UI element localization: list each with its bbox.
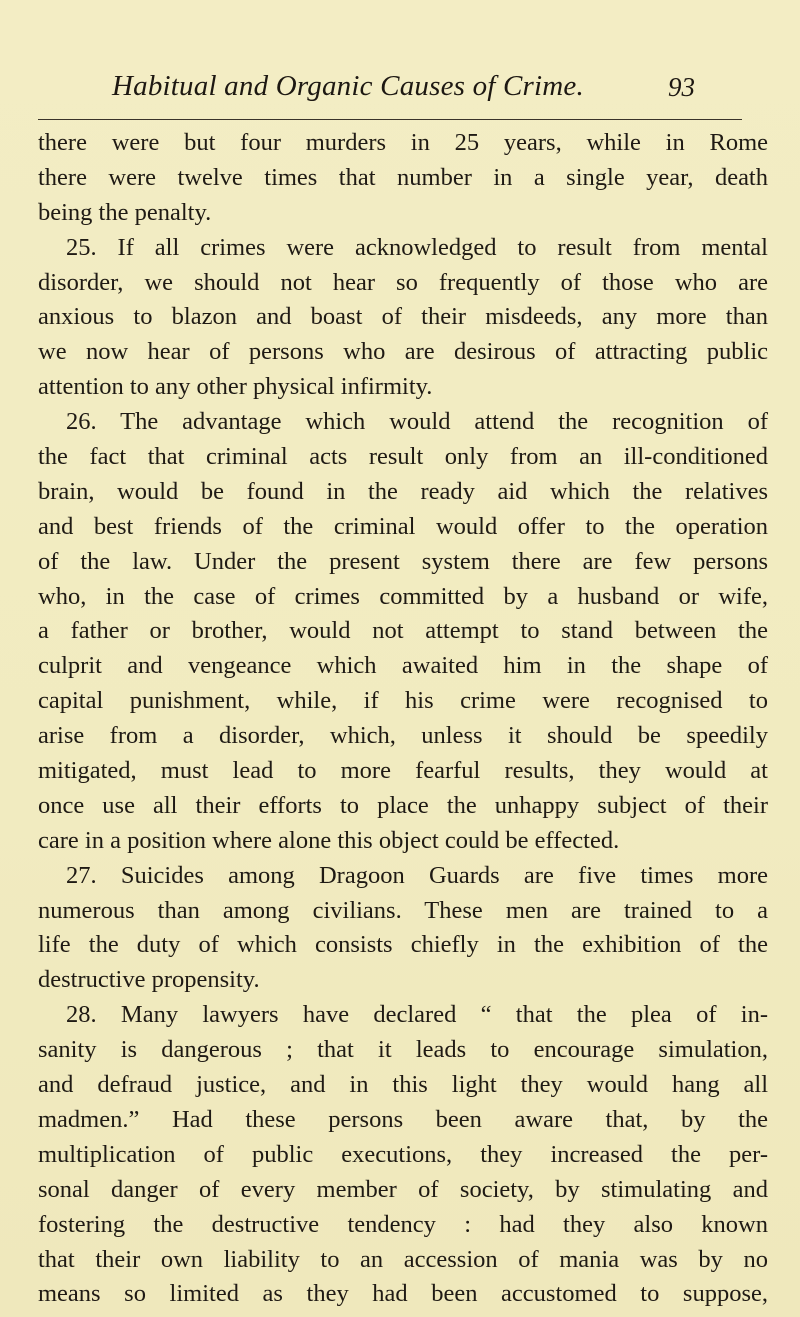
text-line: we now hear of persons who are desirous of attracting public xyxy=(38,338,768,366)
page-number: 93 xyxy=(668,72,695,102)
text-line: and best friends of the criminal would offer to the operation xyxy=(38,512,768,540)
text-line: that their own liability to an accession of mania was by no xyxy=(38,1245,768,1273)
text-line: numerous than among civilians. These men are trained to a xyxy=(38,896,768,924)
header-rule xyxy=(38,119,742,120)
text-line: 25. If all crimes were acknowledged to result from mental xyxy=(66,233,768,261)
text-line: mitigated, must lead to more fearful results, they would at xyxy=(38,757,768,785)
text-line: disorder, we should not hear so frequently of those who are xyxy=(38,268,768,296)
text-line: who, in the case of crimes committed by a husband or wife, xyxy=(38,582,768,610)
text-line: and defraud justice, and in this light they would hang all xyxy=(38,1071,768,1099)
text-line: 28. Many lawyers have declared “ that the plea of in- xyxy=(66,1001,768,1029)
text-line: madmen.” Had these persons been aware that, by the xyxy=(38,1105,768,1133)
text-line: sanity is dangerous ; that it leads to encourage simulation, xyxy=(38,1036,768,1064)
text-line: anxious to blazon and boast of their misdeeds, any more than xyxy=(38,303,768,331)
text-line: life the duty of which consists chiefly in the exhibition of the xyxy=(38,931,768,959)
text-line: 26. The advantage which would attend the recognition of xyxy=(66,408,768,436)
text-line: of the law. Under the present system there are few persons xyxy=(38,547,768,575)
text-line: there were twelve times that number in a single year, death xyxy=(38,163,768,191)
text-line: the fact that criminal acts result only from an ill-conditioned xyxy=(38,443,768,471)
text-line: multiplication of public executions, they increased the per- xyxy=(38,1140,768,1168)
text-line: sonal danger of every member of society, by stimulating and xyxy=(38,1175,768,1203)
text-line: fostering the destructive tendency : had they also known xyxy=(38,1210,768,1238)
text-line: there were but four murders in 25 years, while in Rome xyxy=(38,129,768,156)
text-line: capital punishment, while, if his crime were recognised to xyxy=(38,687,768,715)
text-line: being the penalty. xyxy=(38,198,212,226)
text-line: attention to any other physical infirmity. xyxy=(38,373,433,401)
text-line: culprit and vengeance which awaited him in the shape of xyxy=(38,652,768,680)
body-text xyxy=(38,126,768,1312)
text-line: a father or brother, would not attempt to stand between the xyxy=(38,617,768,645)
text-line: once use all their efforts to place the unhappy subject of their xyxy=(38,791,768,819)
text-line: destructive propensity. xyxy=(38,966,260,994)
text-line: means so limited as they had been accustomed to suppose, xyxy=(38,1280,768,1308)
text-line: brain, would be found in the ready aid which the relatives xyxy=(38,477,768,505)
running-head-title: Habitual and Organic Causes of Crime. xyxy=(112,70,584,102)
text-line: 27. Suicides among Dragoon Guards are five times more xyxy=(66,861,768,889)
text-line: care in a position where alone this object could be effected. xyxy=(38,826,620,854)
text-line: arise from a disorder, which, unless it should be speedily xyxy=(38,722,768,750)
